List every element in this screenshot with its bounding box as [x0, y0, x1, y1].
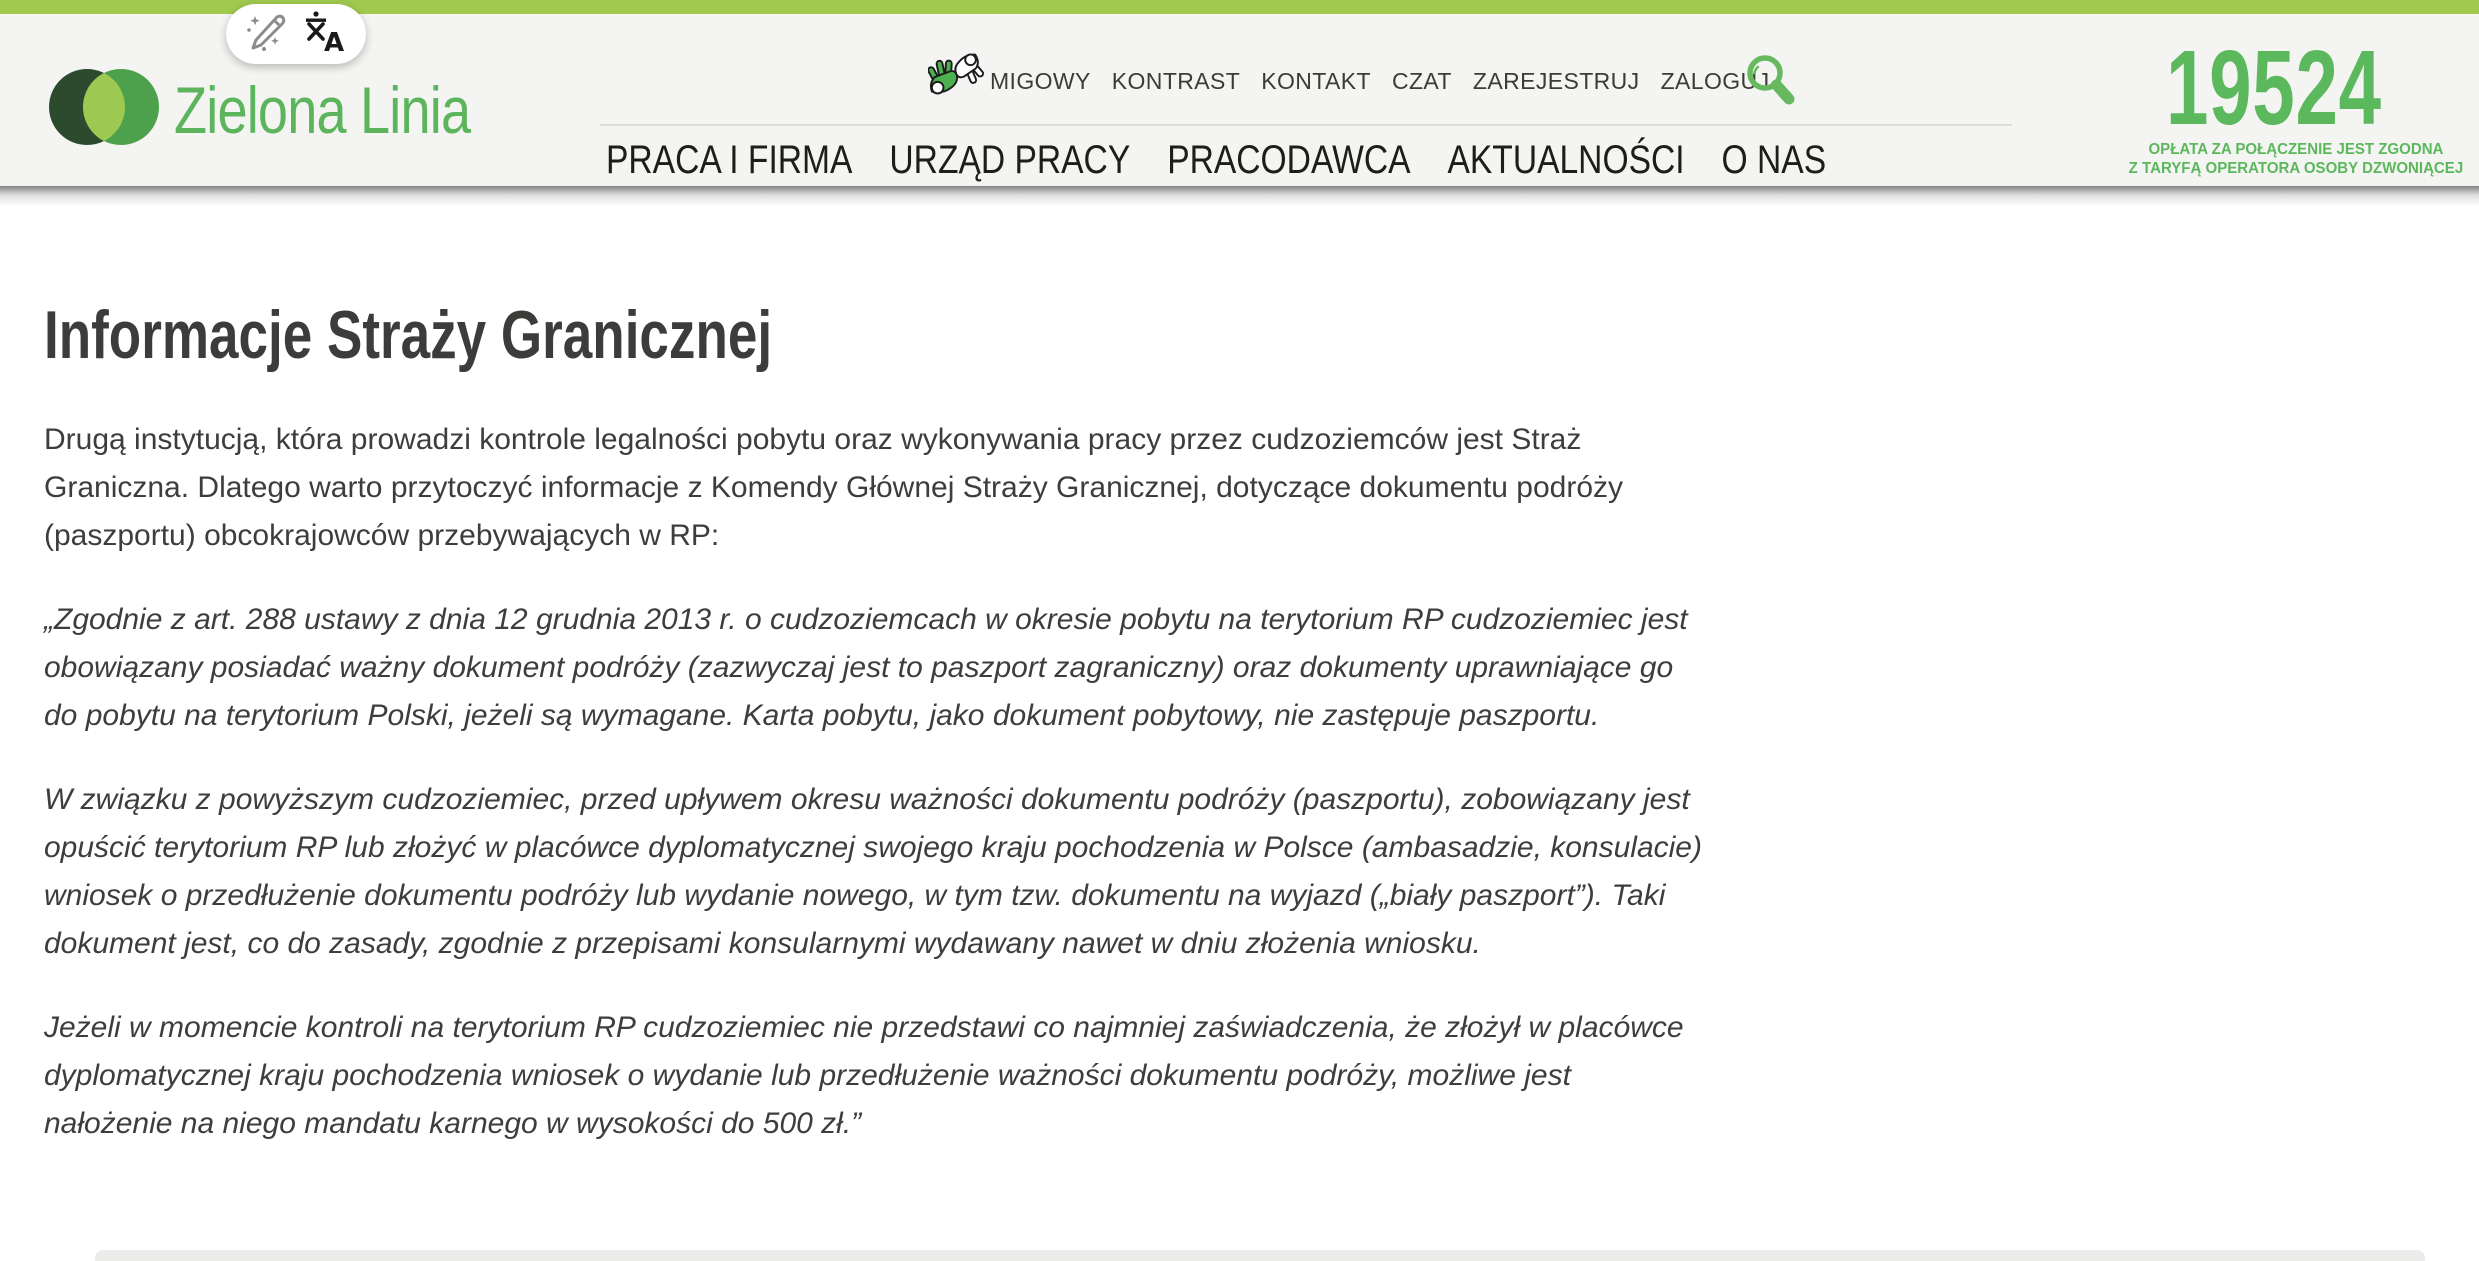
main-nav: [606, 138, 1826, 183]
hotline-note: OPŁATA ZA POŁĄCZENIE JEST ZGODNA Z TARYFĄ OPERATORA OSOBY DZWONIĄCEJ: [2128, 140, 2464, 177]
nav-item-praca-i-firma[interactable]: PRACA I FIRMA: [606, 138, 853, 182]
utility-label-migowy: MIGOWY: [990, 67, 1091, 94]
utility-nav: [928, 50, 1769, 112]
header-shadow: [0, 186, 2479, 206]
search-button[interactable]: [1738, 48, 1802, 112]
utility-item-zaloguj[interactable]: ZALOGUJ: [1660, 67, 1770, 94]
overlay-toolbar: [226, 4, 366, 64]
hotline-number: 19524: [2166, 29, 2382, 147]
svg-text:A: A: [324, 27, 345, 55]
below-fold-panel: [95, 1250, 2425, 1261]
nav-item-o-nas[interactable]: O NAS: [1721, 138, 1827, 182]
utility-item-kontakt[interactable]: KONTAKT: [1261, 67, 1371, 94]
logo-circles-icon: [48, 66, 160, 153]
translate-icon[interactable]: [302, 9, 348, 60]
site-logo[interactable]: [48, 66, 535, 153]
logo-text: Zielona Linia: [174, 72, 471, 147]
hotline: [2118, 29, 2464, 178]
paragraph-quote-2: W związku z powyższym cudzoziemiec, przed upływem okresu ważności dokumentu podróży (paszportu), zobowiązany jest opuścić terytorium RP lub złożyć w placówce dyplomatycznej swojego kraju pochodzenia w Polsce (ambasadzie, konsulacie) wniosek o przedłużenie dokumentu podróży lub wydanie nowego, w tym tzw. dokumentu na wyjazd („biały paszport”). Taki dokument jest, co do zasady, zgodnie z przepisami konsularnymi wydawany nawet w dniu złożenia wniosku.: [44, 783, 1702, 960]
paragraph-quote-3: Jeżeli w momencie kontroli na terytorium RP cudzoziemiec nie przedstawi co najmniej zaświadczenia, że złożył w placówce dyplomatycznej kraju pochodzenia wniosek o wydanie lub przedłużenie ważności dokumentu podróży, możliwe jest nałożenie na niego mandatu karnego w wysokości do 500 zł.”: [44, 1011, 1684, 1140]
utility-item-zarejestruj[interactable]: ZAREJESTRUJ: [1472, 67, 1640, 94]
search-icon: [1738, 99, 1802, 116]
utility-item-kontrast[interactable]: KONTRAST: [1111, 67, 1241, 94]
utility-item-czat[interactable]: CZAT: [1391, 67, 1452, 94]
nav-separator: [600, 124, 2012, 126]
sign-language-hands-icon: [928, 50, 986, 112]
paragraph-intro: Drugą instytucją, która prowadzi kontrole legalności pobytu oraz wykonywania pracy przez cudzoziemców jest Straż Graniczna. Dlatego warto przytoczyć informacje z Komendy Głównej Straży Granicznej, dotyczące dokumentu podróży (paszportu) obcokrajowców przebywających w RP:: [44, 423, 1624, 552]
paragraph-quote-1: „Zgodnie z art. 288 ustawy z dnia 12 grudnia 2013 r. o cudzoziemcach w okresie pobytu na terytorium RP cudzoziemiec jest obowiązany posiadać ważny dokument podróży (zazwyczaj jest to paszport zagraniczny) oraz dokumenty uprawniające go do pobytu na terytorium Polski, jeżeli są wymagane. Karta pobytu, jako dokument pobytowy, nie zastępuje paszportu.: [44, 603, 1688, 732]
site-header: [0, 14, 2479, 186]
article-body: [44, 416, 1704, 1184]
top-green-bar: [0, 0, 2479, 14]
magic-wand-icon[interactable]: [244, 9, 290, 60]
nav-item-urzad-pracy[interactable]: URZĄD PRACY: [889, 138, 1131, 182]
utility-item-migowy[interactable]: [928, 50, 1091, 112]
nav-item-aktualnosci[interactable]: AKTUALNOŚCI: [1447, 138, 1685, 182]
nav-item-pracodawca[interactable]: PRACODAWCA: [1167, 138, 1411, 182]
page-title: Informacje Straży Granicznej: [44, 297, 773, 373]
